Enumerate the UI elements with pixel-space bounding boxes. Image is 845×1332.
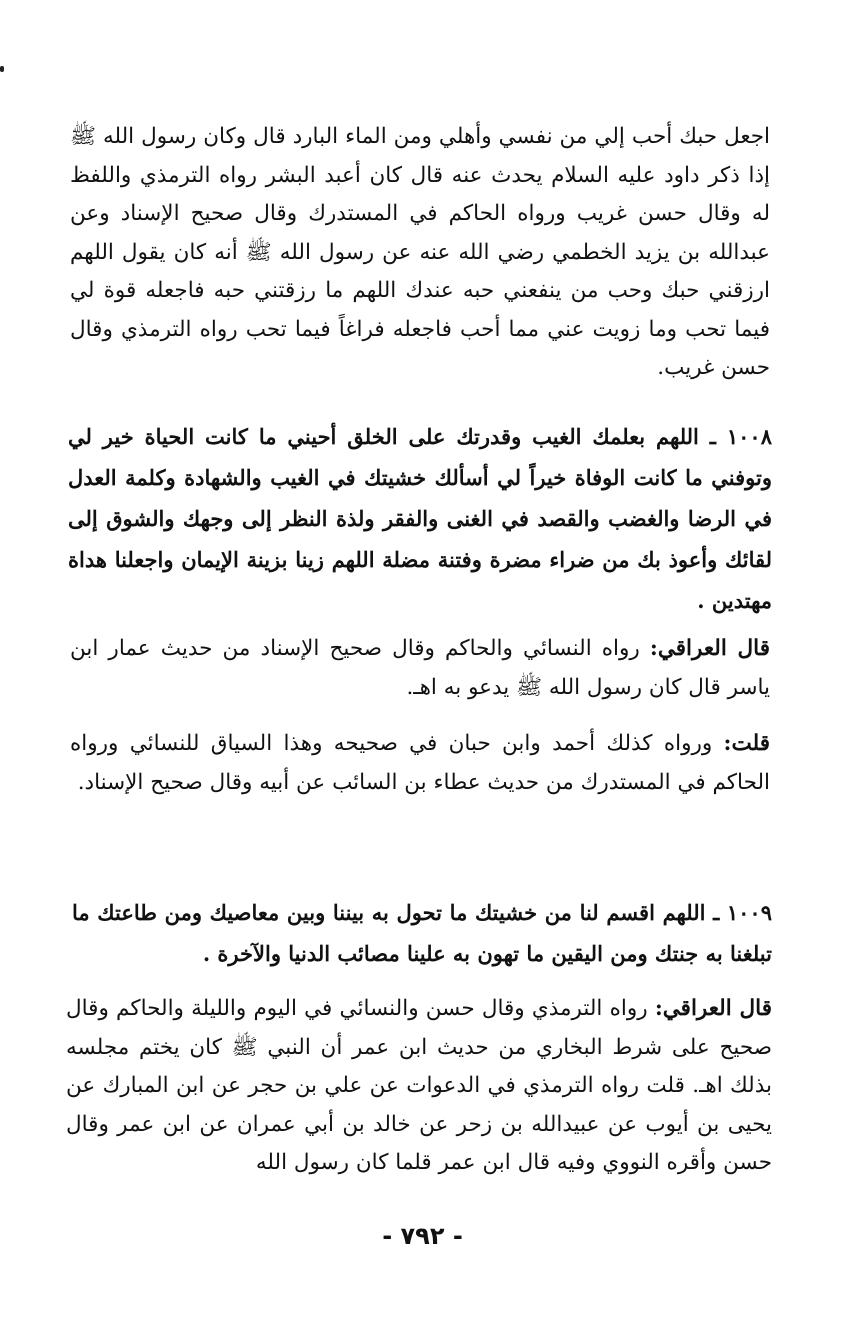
commentary-text: رواه الترمذي وقال حسن والنسائي في اليوم والليلة والحاكم وقال صحيح على شرط البخاري من حديث ابن عمر أن النبي ﷺ كان يختم مجلسه بذلك اهـ. قلت رواه الترمذي في الدعوات عن علي بن حجر عن ابن المبارك عن يحيى بن أيوب عن عبيدالله بن زحر عن خالد بن أبي عمران عن ابن عمر وقال حسن وأقره النووي وفيه قال ابن عمر قلما كان رسول الله — [66, 996, 772, 1175]
page-number: - ٧٩٢ - — [382, 1222, 463, 1250]
hadith-1009: ١٠٠٩ ـ اللهم اقسم لنا من خشيتك ما تحول به بيننا وبين معاصيك ومن طاعتك ما تبلغنا به جنتك ومن اليقين ما تهون به علينا مصائب الدنيا والآخرة . — [72, 900, 772, 966]
paragraph-continuation: اجعل حبك أحب إلي من نفسي وأهلي ومن الماء البارد قال وكان رسول الله ﷺ إذا ذكر داود عليه السلام يحدث عنه قال كان أعبد البشر رواه الترمذي واللفظ له وقال حسن غريب ورواه الحاكم في المستدرك وقال صحيح الإسناد وعن عبدالله بن يزيد الخطمي رضي الله عنه عن رسول الله ﷺ أنه كان يقول اللهم ارزقني حبك وحب من ينفعني حبه عندك اللهم ما رزقتني حبه فاجعله قوة لي فيما تحب وما زويت عني مما أحب فاجعله فراغاً فيما تحب رواه الترمذي وقال حسن غريب. — [70, 124, 770, 380]
commentary-qultu — [70, 725, 770, 802]
commentary-iraqi-2 — [66, 990, 772, 1183]
commentary-iraqi-1 — [70, 630, 770, 707]
commentary-text: ورواه كذلك أحمد وابن حبان في صحيحه وهذا السياق للنسائي ورواه الحاكم في المستدرك من حديث عطاء بن السائب عن أبيه وقال صحيح الإسناد. — [70, 731, 770, 795]
commentary-label: قلت: — [723, 731, 770, 756]
commentary-text: رواه النسائي والحاكم وقال صحيح الإسناد من حديث عمار ابن ياسر قال كان رسول الله ﷺ يدعو به اهـ. — [70, 636, 770, 700]
commentary-label: قال العراقي: — [649, 636, 770, 661]
hadith-1008: ١٠٠٨ ـ اللهم بعلمك الغيب وقدرتك على الخلق أحيني ما كانت الحياة خير لي وتوفني ما كانت الوفاة خيراً لي أسألك خشيتك في الغيب والشهادة وكلمة العدل في الرضا والغضب والقصد في الغنى والفقر ولذة النظر إلى وجهك والشوق إلى لقائك وأعوذ بك من ضراء مضرة وفتنة مضلة اللهم زينا بزينة الإيمان واجعلنا هداة مهتدين . — [68, 424, 772, 613]
scan-mark — [0, 66, 4, 72]
commentary-label: قال العراقي: — [654, 996, 772, 1021]
